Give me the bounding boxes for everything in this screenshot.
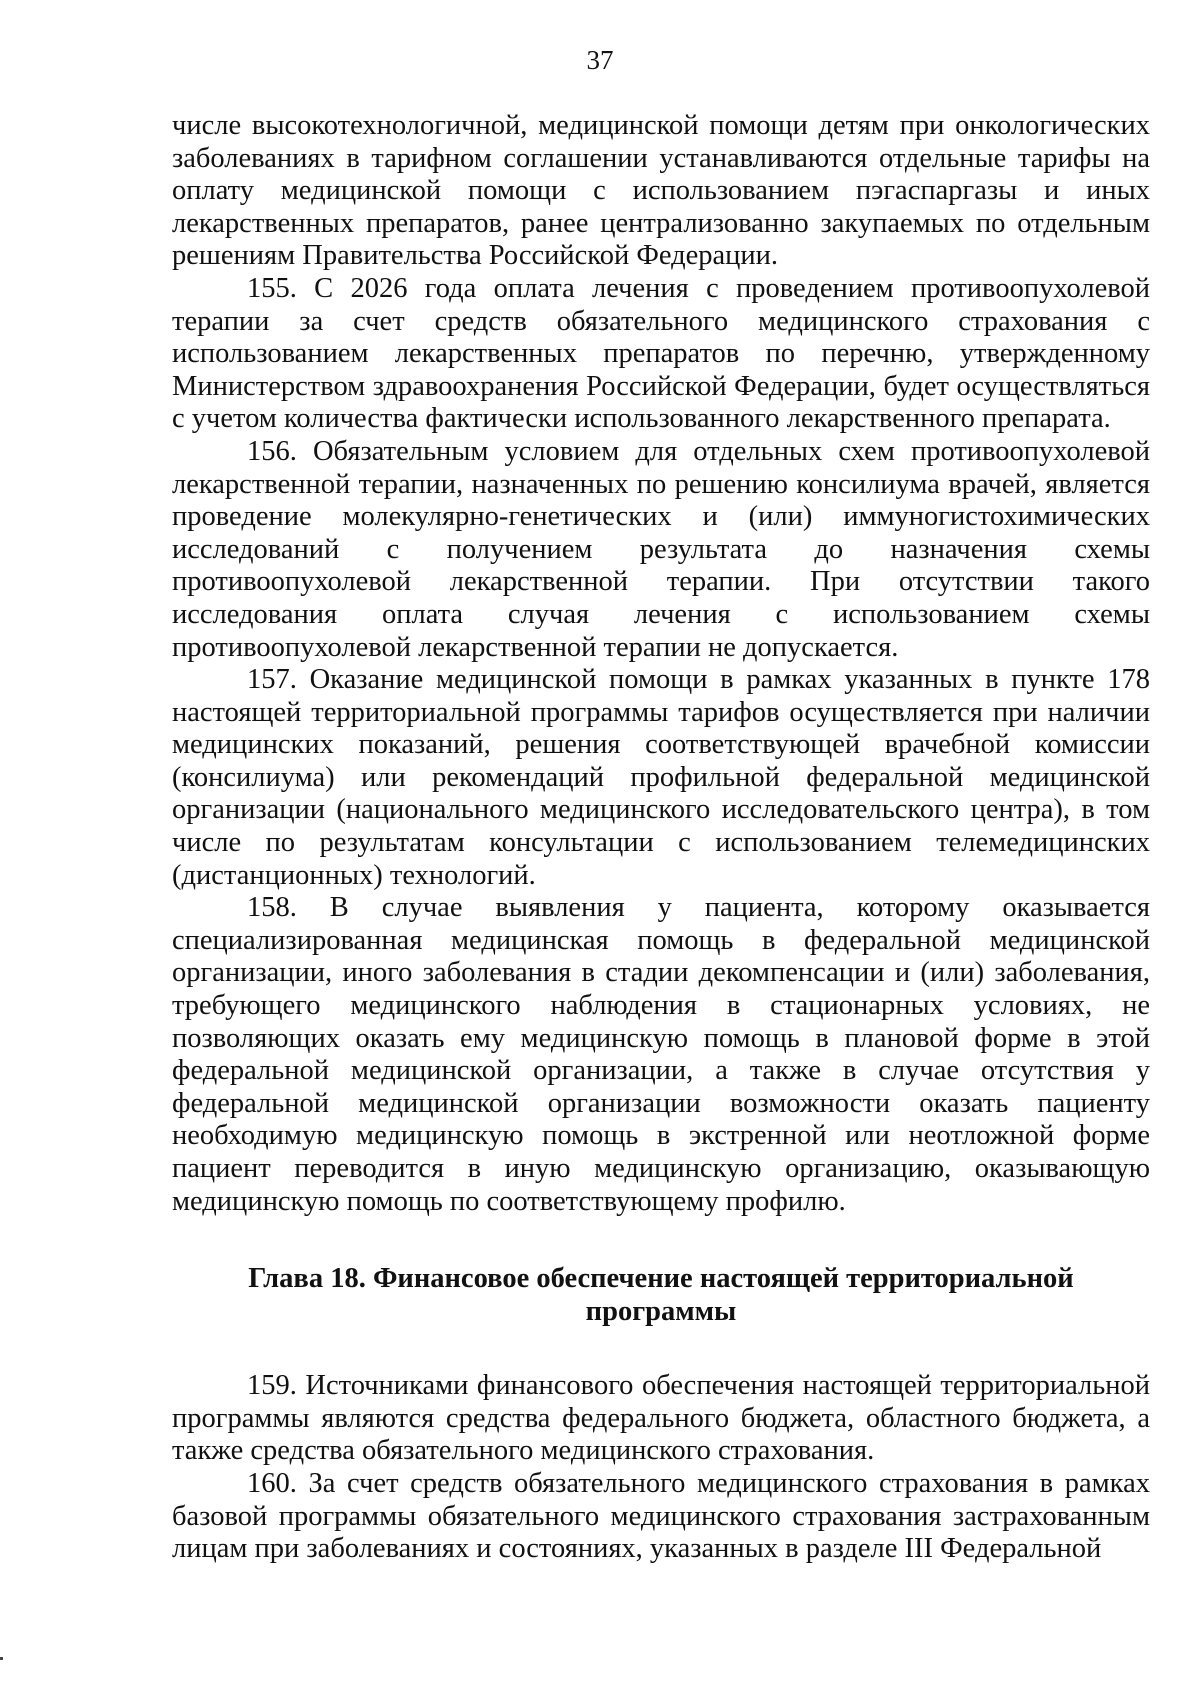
paragraph-155: 155. С 2026 года оплата лечения с проведением противоопухолевой терапии за счет средств обязательного медицинского страхования с использованием лекарственных препаратов по перечню, утвержденному Министерством здравоохранения Российской Федерации, будет осуществляться с учетом количества фактически использованного лекарственного препарата.: [172, 272, 1150, 435]
paragraph-156: 156. Обязательным условием для отдельных схем противоопухолевой лекарственной терапии, назначенных по решению консилиума врачей, является проведение молекулярно-генетических и (или) иммуногистохимических исследований с получением результата до назначения схемы противоопухолевой лекарственной терапии. При отсутствии такого исследования оплата случая лечения с использованием схемы противоопухолевой лекарственной терапии не допускается.: [172, 435, 1150, 663]
paragraph-158: 158. В случае выявления у пациента, которому оказывается специализированная медицинская помощь в федеральной медицинской организации, иного заболевания в стадии декомпенсации и (или) заболевания, требующего медицинского наблюдения в стационарных условиях, не позволяющих оказать ему медицинскую помощь в плановой форме в этой федеральной медицинской организации, а также в случае отсутствия у федеральной медицинской организации возможности оказать пациенту необходимую медицинскую помощь в экстренной или неотложной форме пациент переводится в иную медицинскую организацию, оказывающую медицинскую помощь по соответствующему профилю.: [172, 892, 1150, 1217]
chapter-heading: Глава 18. Финансовое обеспечение настоящей территориальной программы: [248, 1263, 1074, 1328]
paragraph-157: 157. Оказание медицинской помощи в рамках указанных в пункте 178 настоящей территориальной программы тарифов осуществляется при наличии медицинских показаний, решения соответствующей врачебной комиссии (консилиума) или рекомендаций профильной федеральной медицинской организации (национального медицинского исследовательского центра), в том числе по результатам консультации с использованием телемедицинских (дистанционных) технологий.: [172, 664, 1150, 891]
paragraph-160: 160. За счет средств обязательного медицинского страхования в рамках базовой программы обязательного медицинского страхования застрахованным лицам при заболеваниях и состояниях, указанных в разделе III Федеральной: [172, 1467, 1150, 1565]
paragraph-159: 159. Источниками финансового обеспечения настоящей территориальной программы являются средства федерального бюджета, областного бюджета, а также средства обязательного медицинского страхования.: [172, 1370, 1150, 1467]
page-number: 37: [586, 45, 614, 75]
document-body: [172, 110, 1150, 1566]
scan-artifact-dot: [0, 1657, 3, 1660]
paragraph-continuation: числе высокотехнологичной, медицинской помощи детям при онкологических заболеваниях в тарифном соглашении устанавливаются отдельные тарифы на оплату медицинской помощи с использованием пэгаспаргазы и иных лекарственных препаратов, ранее централизованно закупаемых по отдельным решениям Правительства Российской Федерации.: [172, 110, 1150, 272]
